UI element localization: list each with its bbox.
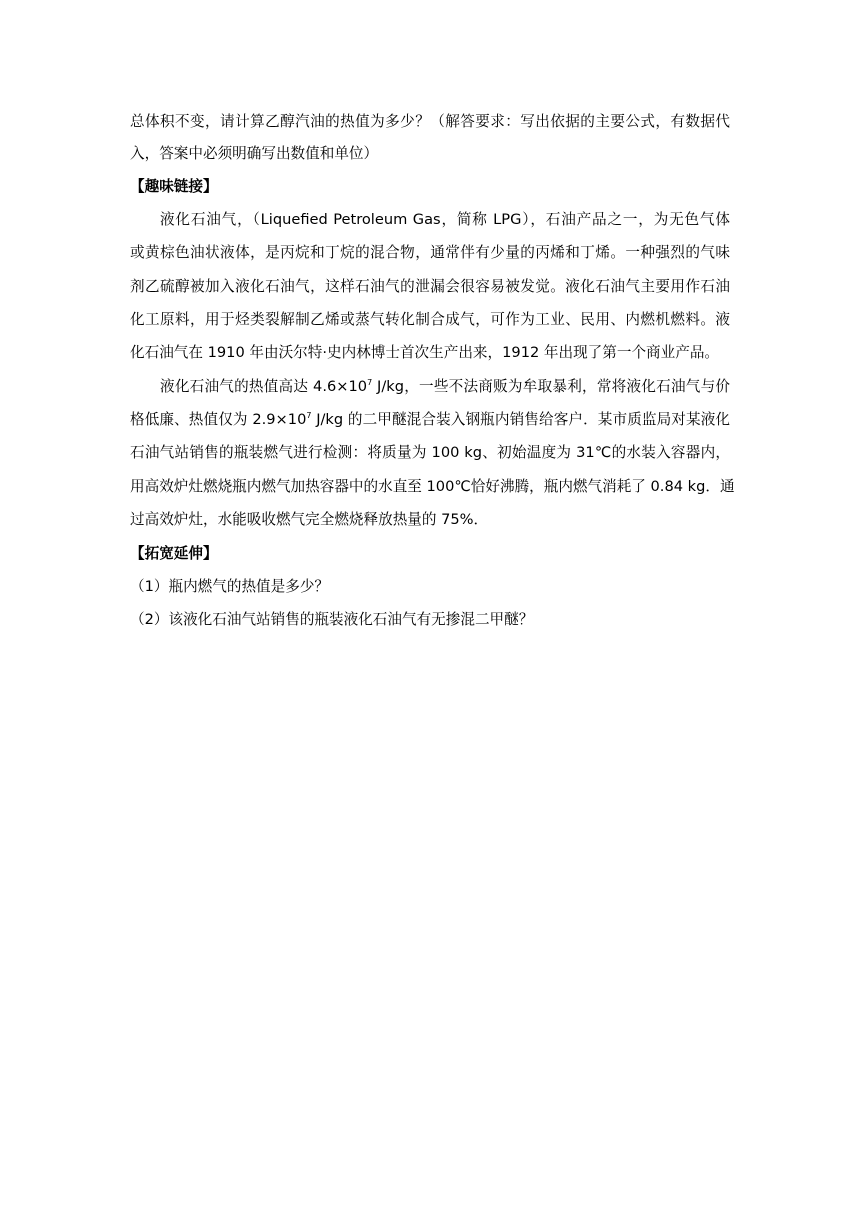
question-1: （1）瓶内燃气的热值是多少？: [130, 578, 330, 595]
paragraph-line: 化石油气在 1910 年由沃尔特·史内林博士首次生产出来，1912 年出现了第一个商业产品。: [130, 344, 720, 361]
paragraph-line: [130, 410, 730, 430]
paragraph-line: 过高效炉灶，水能吸收燃气完全燃烧释放热量的 75%．: [130, 511, 489, 528]
text-segment: J/kg，一些不法商贩为牟取暴利，常将液化石油气与价: [372, 378, 731, 395]
section-heading-fun-link: 【趣味链接】: [130, 178, 218, 195]
superscript: 7: [306, 411, 312, 421]
paragraph-line: 石油气站销售的瓶装燃气进行检测：将质量为 100 kg、初始温度为 31℃的水装入容器内，: [130, 444, 730, 461]
paragraph-line: 用高效炉灶燃烧瓶内燃气加热容器中的水直至 100℃恰好沸腾，瓶内燃气消耗了 0.84 kg．通: [130, 478, 735, 495]
text-segment: J/kg 的二甲醚混合装入钢瓶内销售给客户．某市质监局对某液化: [311, 411, 730, 428]
paragraph-line: 液化石油气，（Liquefied Petroleum Gas，简称 LPG），石油产品之一，为无色气体: [160, 211, 730, 228]
paragraph-line: [160, 377, 730, 397]
paragraph-line: 化工原料，用于烃类裂解制乙烯或蒸气转化制合成气，可作为工业、民用、内燃机燃料。液: [130, 311, 730, 328]
paragraph-line: 剂乙硫醇被加入液化石油气，这样石油气的泄漏会很容易被发觉。液化石油气主要用作石油: [130, 278, 730, 295]
question-2: （2）该液化石油气站销售的瓶装液化石油气有无掺混二甲醚？: [130, 611, 534, 628]
text-segment: 格低廉、热值仅为 2.9×10: [130, 411, 307, 428]
paragraph-line: 总体积不变，请计算乙醇汽油的热值为多少？（解答要求：写出依据的主要公式，有数据代: [130, 113, 730, 130]
superscript: 7: [367, 378, 373, 388]
text-segment: 液化石油气的热值高达 4.6×10: [160, 378, 368, 395]
paragraph-line: 入，答案中必须明确写出数值和单位）: [130, 145, 379, 162]
section-heading-extension: 【拓宽延伸】: [130, 545, 218, 562]
paragraph-line: 或黄棕色油状液体，是丙烷和丁烷的混合物，通常伴有少量的丙烯和丁烯。一种强烈的气味: [130, 244, 730, 261]
